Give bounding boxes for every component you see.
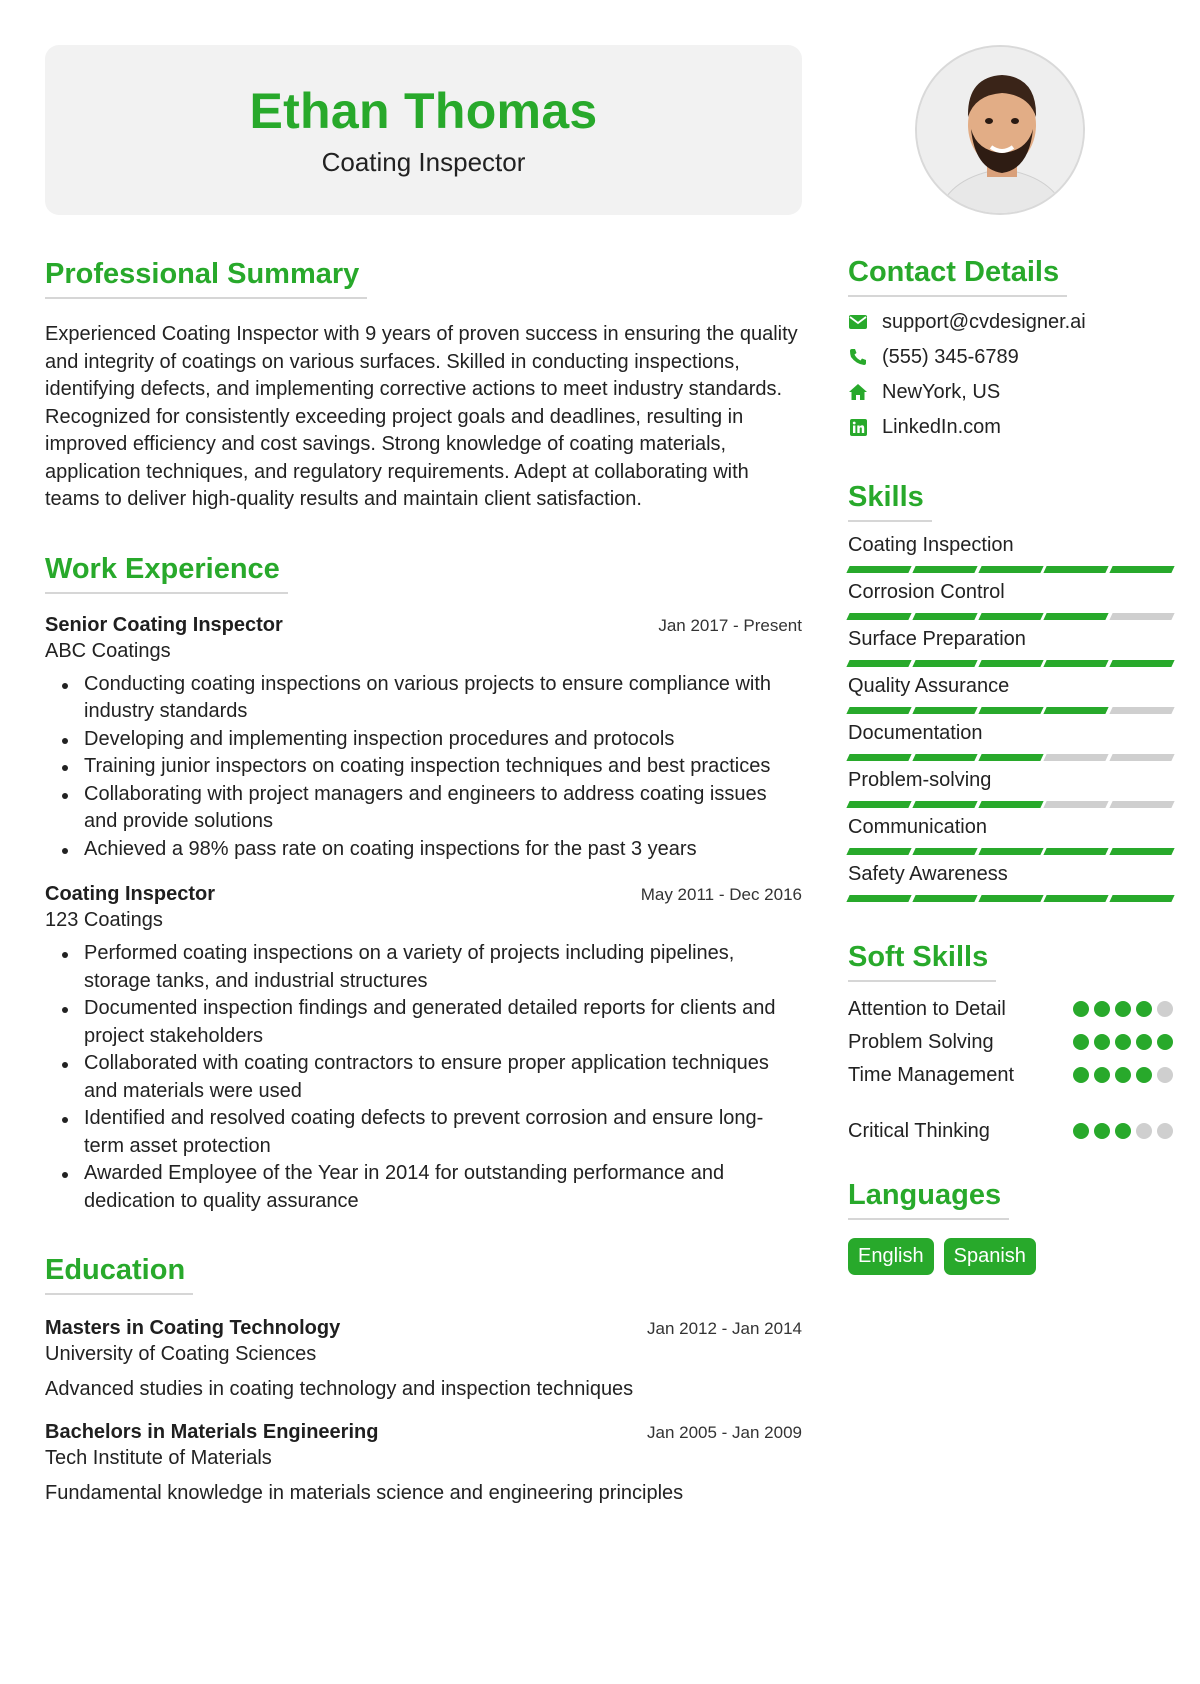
soft-skill-item: [848, 1062, 1173, 1088]
skill-name: Documentation: [848, 722, 983, 744]
rating-dot: [1073, 1034, 1089, 1050]
skill-level-segment: [846, 895, 911, 902]
soft-skill-rating: [1073, 1001, 1173, 1017]
candidate-title: Coating Inspector: [321, 147, 526, 177]
soft-skill-rating: [1073, 1123, 1173, 1139]
contact-text: LinkedIn.com: [882, 416, 1001, 438]
contact-email[interactable]: [848, 309, 1173, 335]
skill-level-segment: [846, 707, 911, 714]
education-entry: [45, 1315, 802, 1403]
job-company: 123 Coatings: [45, 909, 163, 931]
job-bullets: [45, 671, 802, 864]
degree-title: Bachelors in Materials Engineering: [45, 1421, 379, 1443]
profile-photo-icon: [917, 47, 1085, 215]
rating-dot: [1115, 1123, 1131, 1139]
skills-heading: Skills: [848, 480, 932, 522]
experience-heading: Work Experience: [45, 552, 288, 594]
skill-level-segment: [912, 801, 977, 808]
contact-text: NewYork, US: [882, 381, 1001, 403]
skill-level-segment: [978, 660, 1043, 667]
skill-level-segment: [846, 660, 911, 667]
rating-dot: [1136, 1001, 1152, 1017]
rating-dot: [1094, 1067, 1110, 1083]
rating-dot: [1115, 1034, 1131, 1050]
job-bullet: Documented inspection findings and generated detailed reports for clients and project stakeholders: [45, 995, 802, 1050]
job-date: Jan 2017 - Present: [658, 615, 802, 635]
degree-title: Masters in Coating Technology: [45, 1317, 341, 1339]
skill-item: [848, 814, 1173, 855]
skill-level-segment: [912, 895, 977, 902]
job-entry: [45, 612, 802, 864]
skill-item: [848, 532, 1173, 573]
contact-text: (555) 345-6789: [882, 346, 1019, 368]
skill-level-bar: [848, 566, 1173, 573]
skill-level-segment: [846, 848, 911, 855]
skill-level-segment: [1044, 660, 1109, 667]
job-entry: [45, 881, 802, 1215]
skill-level-segment: [1044, 707, 1109, 714]
envelope-icon: [848, 312, 868, 332]
skill-level-segment: [978, 801, 1043, 808]
job-bullet: Training junior inspectors on coating inspection techniques and best practices: [45, 753, 802, 781]
language-badge: Spanish: [944, 1238, 1036, 1275]
languages-list: [848, 1238, 1173, 1275]
skill-level-bar: [848, 613, 1173, 620]
soft-skills-list: [848, 996, 1173, 1144]
job-bullet: Collaborating with project managers and engineers to address coating issues and provide solutions: [45, 781, 802, 836]
skill-level-segment: [1110, 707, 1175, 714]
skill-level-segment: [1044, 895, 1109, 902]
skills-list: [848, 532, 1173, 902]
skill-level-segment: [912, 848, 977, 855]
job-date: May 2011 - Dec 2016: [640, 885, 802, 904]
skill-level-bar: [848, 801, 1173, 808]
main-column: [45, 45, 802, 1507]
skill-item: [848, 673, 1173, 714]
rating-dot: [1115, 1001, 1131, 1017]
skill-name: Corrosion Control: [848, 581, 1005, 603]
summary-text: Experienced Coating Inspector with 9 years of proven success in ensuring the quality and integrity of coatings on various surfaces. Skilled in conducting inspections, identifying defects, and implementing corrective actions to meet industry standards. Recognized for consistently exceeding project goals and deadlines, resulting in improved efficiency and cost savings. Strong knowledge of coating materials, application techniques, and regulatory requirements. Adept at collaborating with teams to deliver high-quality results and maintain client satisfaction.: [45, 323, 798, 510]
contact-text: support@cvdesigner.ai: [882, 311, 1086, 333]
job-bullet: Achieved a 98% pass rate on coating inspections for the past 3 years: [45, 836, 802, 864]
skill-level-segment: [912, 613, 977, 620]
skill-level-bar: [848, 754, 1173, 761]
skill-level-segment: [1044, 613, 1109, 620]
education-date: Jan 2005 - Jan 2009: [646, 1423, 802, 1442]
language-badge: English: [848, 1238, 934, 1275]
skill-name: Quality Assurance: [848, 675, 1010, 697]
skill-item: [848, 767, 1173, 808]
rating-dot: [1073, 1067, 1089, 1083]
summary-heading: Professional Summary: [45, 257, 367, 299]
rating-dot: [1115, 1067, 1131, 1083]
skill-level-segment: [978, 754, 1043, 761]
rating-dot: [1094, 1123, 1110, 1139]
skill-item: [848, 720, 1173, 761]
education-entry: [45, 1419, 802, 1507]
skill-item: [848, 626, 1173, 667]
skill-level-bar: [848, 848, 1173, 855]
job-bullet: Awarded Employee of the Year in 2014 for outstanding performance and dedication to quality assurance: [45, 1160, 802, 1215]
soft-skill-item: [848, 1118, 1173, 1144]
skill-level-segment: [978, 895, 1043, 902]
skill-level-segment: [912, 754, 977, 761]
rating-dot: [1157, 1034, 1173, 1050]
rating-dot: [1136, 1067, 1152, 1083]
skill-level-segment: [846, 801, 911, 808]
job-bullet: Collaborated with coating contractors to ensure proper application techniques and materials were used: [45, 1050, 802, 1105]
education-date: Jan 2012 - Jan 2014: [646, 1319, 802, 1338]
job-bullet: Developing and implementing inspection procedures and protocols: [45, 726, 802, 754]
skill-level-segment: [1110, 895, 1175, 902]
skill-level-segment: [1110, 801, 1175, 808]
job-bullet: Performed coating inspections on a variety of projects including pipelines, storage tanks, and industrial structures: [45, 940, 802, 995]
soft-skill-name: Critical Thinking: [848, 1120, 990, 1142]
linkedin-icon: [848, 417, 868, 437]
skill-level-segment: [1044, 754, 1109, 761]
summary-section: [45, 257, 802, 514]
education-description: Fundamental knowledge in materials science and engineering principles: [45, 1482, 684, 1504]
rating-dot: [1157, 1123, 1173, 1139]
rating-dot: [1157, 1001, 1173, 1017]
rating-dot: [1136, 1034, 1152, 1050]
skill-level-segment: [1044, 566, 1109, 573]
rating-dot: [1073, 1123, 1089, 1139]
soft-skill-name: Problem Solving: [848, 1031, 994, 1053]
skill-level-segment: [978, 707, 1043, 714]
job-bullet: Identified and resolved coating defects to prevent corrosion and ensure long-term asset protection: [45, 1105, 802, 1160]
skill-level-segment: [978, 566, 1043, 573]
header-card: [45, 45, 802, 215]
skill-item: [848, 861, 1173, 902]
skill-level-bar: [848, 660, 1173, 667]
soft-skill-name: Time Management: [848, 1064, 1014, 1086]
home-icon: [848, 382, 868, 402]
soft-skills-section: [848, 940, 1173, 1144]
skill-level-bar: [848, 895, 1173, 902]
skill-level-segment: [1044, 801, 1109, 808]
job-company: ABC Coatings: [45, 639, 171, 662]
education-heading: Education: [45, 1253, 193, 1295]
job-title: Coating Inspector: [45, 883, 216, 905]
languages-heading: Languages: [848, 1178, 1009, 1220]
skill-name: Communication: [848, 816, 987, 838]
soft-skill-rating: [1073, 1034, 1173, 1050]
skill-level-segment: [912, 660, 977, 667]
rating-dot: [1136, 1123, 1152, 1139]
rating-dot: [1073, 1001, 1089, 1017]
school-name: University of Coating Sciences: [45, 1343, 317, 1365]
skill-level-segment: [912, 707, 977, 714]
skill-level-segment: [846, 613, 911, 620]
rating-dot: [1094, 1001, 1110, 1017]
job-bullets: [45, 940, 802, 1215]
skill-level-segment: [1110, 660, 1175, 667]
sidebar-column: [848, 45, 1173, 1275]
rating-dot: [1094, 1034, 1110, 1050]
experience-section: [45, 552, 802, 1216]
skill-level-bar: [848, 707, 1173, 714]
skill-level-segment: [846, 566, 911, 573]
skills-section: [848, 480, 1173, 902]
skill-level-segment: [978, 613, 1043, 620]
soft-skill-item: [848, 996, 1173, 1022]
contact-phone[interactable]: [848, 344, 1173, 370]
skill-level-segment: [978, 848, 1043, 855]
contact-heading: Contact Details: [848, 255, 1067, 297]
skill-level-segment: [1044, 848, 1109, 855]
skill-level-segment: [1110, 566, 1175, 573]
skill-name: Problem-solving: [848, 769, 992, 791]
education-section: [45, 1253, 802, 1507]
skill-item: [848, 579, 1173, 620]
skill-name: Coating Inspection: [848, 534, 1014, 556]
skill-name: Surface Preparation: [848, 628, 1026, 650]
soft-skill-name: Attention to Detail: [848, 998, 1006, 1020]
rating-dot: [1157, 1067, 1173, 1083]
avatar: [915, 45, 1085, 215]
skill-level-segment: [1110, 613, 1175, 620]
contact-section: [848, 255, 1173, 440]
job-title: Senior Coating Inspector: [45, 613, 283, 636]
skill-level-segment: [912, 566, 977, 573]
contact-linkedin[interactable]: [848, 414, 1173, 440]
job-bullet: Conducting coating inspections on various projects to ensure compliance with industry standards: [45, 671, 802, 726]
contact-location: [848, 379, 1173, 405]
skill-level-segment: [1110, 754, 1175, 761]
skill-level-segment: [846, 754, 911, 761]
soft-skills-heading: Soft Skills: [848, 940, 996, 982]
phone-icon: [848, 347, 868, 367]
skill-name: Safety Awareness: [848, 863, 1008, 885]
languages-section: [848, 1178, 1173, 1275]
skill-level-segment: [1110, 848, 1175, 855]
soft-skill-rating: [1073, 1067, 1173, 1083]
school-name: Tech Institute of Materials: [45, 1447, 272, 1469]
candidate-name: Ethan Thomas: [249, 83, 598, 139]
soft-skill-item: [848, 1029, 1173, 1055]
education-description: Advanced studies in coating technology and inspection techniques: [45, 1378, 634, 1400]
